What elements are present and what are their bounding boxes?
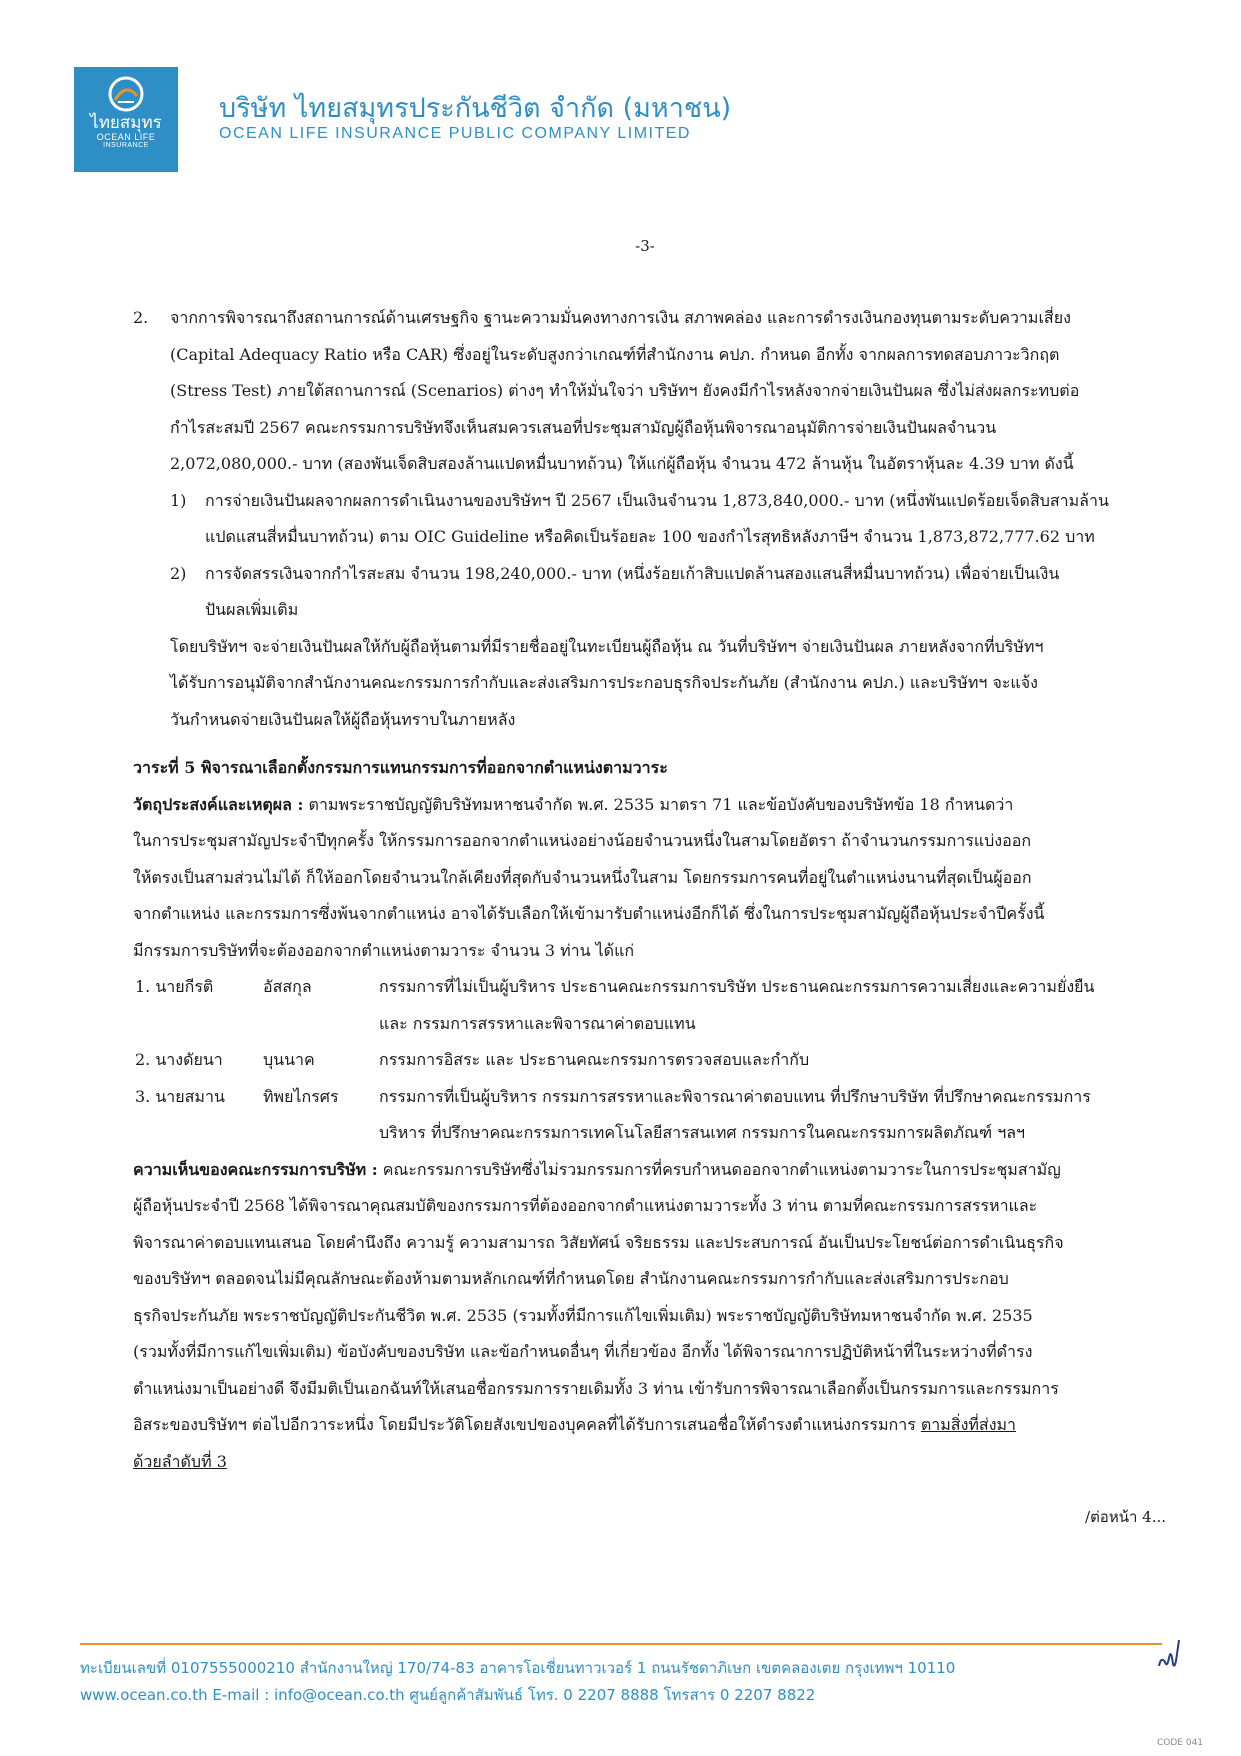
item2-line-5: 2,072,080,000.- บาท (สองพันเจ็ดสิบสองล้านแปดหมื่นบาทถ้วน) ให้แก่ผู้ถือหุ้น จำนวน 472 ล้านหุ้น ในอัตราหุ้นละ 4.39 บาท ดังนี้ xyxy=(170,454,1074,473)
document-code: CODE 041 xyxy=(1157,1738,1204,1748)
opinion-line-2: ผู้ถือหุ้นประจำปี 2568 ได้พิจารณาคุณสมบัติของกรรมการที่ต้องออกจากตำแหน่งตามวาระทั้ง 3 ท่าน ตามที่คณะกรรมการสรรหาและ xyxy=(133,1196,1038,1215)
director-role-continued: บริหาร ที่ปรึกษาคณะกรรมการเทคโนโลยีสารสนเทศ กรรมการในคณะกรรมการผลิตภัณฑ์ ฯลฯ xyxy=(379,1123,1025,1142)
director-surname: อัสสกุล xyxy=(263,977,312,996)
opinion-line-9 xyxy=(133,1444,1188,1481)
opinion-line-8 xyxy=(133,1407,1188,1444)
sub-item1-line-2: แปดแสนสี่หมื่นบาทถ้วน) ตาม OIC Guideline หรือคิดเป็นร้อยละ 100 ของกำไรสุทธิหลังภาษีฯ จำนวน 1,873,872,777.62 บาท xyxy=(205,527,1095,546)
director-surname: ทิพยไกรศร xyxy=(263,1086,339,1106)
objective-line-5: มีกรรมการบริษัทที่จะต้องออกจากตำแหน่งตามวาระ จำนวน 3 ท่าน ได้แก่ xyxy=(133,940,635,960)
director-name: 3. นายสมาน xyxy=(135,1086,225,1106)
opinion-line-8-text: อิสระของบริษัทฯ ต่อไปอีกวาระหนึ่ง โดยมีประวัติโดยสังเขปของบุคคลที่ได้รับการเสนอชื่อให้ดำรงตำแหน่งกรรมการ xyxy=(133,1415,921,1434)
opinion-text: คณะกรรมการบริษัทซึ่งไม่รวมกรรมการที่ครบกำหนดออกจากตำแหน่งตามวาระในการประชุมสามัญ xyxy=(377,1159,1061,1179)
director-row xyxy=(133,1079,1188,1116)
footer-address: ทะเบียนเลขที่ 0107555000210 สำนักงานใหญ่ 170/74-83 อาคารโอเชี่ยนทาวเวอร์ 1 ถนนรัชดาภิเษก เขตคลองเตย กรุงเทพฯ 10110 xyxy=(80,1659,956,1677)
company-name-thai: บริษัท ไทยสมุทรประกันชีวิต จำกัด (มหาชน) xyxy=(219,93,732,124)
opinion-line-3: พิจารณาค่าตอบแทนเสนอ โดยคำนึงถึง ความรู้ ความสามารถ วิสัยทัศน์ จริยธรรม และประสบการณ์ อันเป็นประโยชน์ต่อการดำเนินธุรกิจ xyxy=(133,1232,1064,1252)
signature-initial-icon xyxy=(1155,1634,1185,1674)
agenda5-heading xyxy=(133,750,1188,787)
attachment-number-reference: ด้วยลำดับที่ 3 xyxy=(133,1451,227,1471)
opinion-line-6: (รวมทั้งที่มีการแก้ไขเพิ่มเติม) ข้อบังคับของบริษัท และข้อกำหนดอื่นๆ ที่เกี่ยวข้อง อีกทั้ง ได้พิจารณาการปฏิบัติหน้าที่ในระหว่างที่ดำรง xyxy=(133,1342,1033,1361)
opinion-line-1 xyxy=(133,1152,1188,1189)
objective-line-2: ในการประชุมสามัญประจำปีทุกครั้ง ให้กรรมการออกจากตำแหน่งอย่างน้อยจำนวนหนึ่งในสามโดยอัตรา ถ้าจำนวนกรรมการแบ่งออก xyxy=(133,831,1032,850)
director-name: 1. นายกีรติ xyxy=(135,977,214,996)
item2-number: 2. xyxy=(133,308,149,327)
sub-item1-line-1 xyxy=(133,483,1188,520)
continued-on-next-page: /ต่อหน้า 4... xyxy=(1085,1508,1166,1526)
item2-line-1 xyxy=(133,300,1188,337)
document-body xyxy=(133,300,1188,1480)
attachment-reference-link: ตามสิ่งที่ส่งมา xyxy=(920,1415,1017,1434)
logo-en-name: OCEAN LIFE xyxy=(96,132,156,142)
sub-item2-number: 2) xyxy=(170,563,187,583)
director-role-continued: และ กรรมการสรรหาและพิจารณาค่าตอบแทน xyxy=(379,1013,696,1033)
item2-text: จากการพิจารณาถึงสถานการณ์ด้านเศรษฐกิจ ฐานะความมั่นคงทางการเงิน สภาพคล่อง และการดำรงเงินกองทุนตามระดับความเสี่ยง xyxy=(170,308,1071,327)
opinion-line-7: ตำแหน่งมาเป็นอย่างดี จึงมีมติเป็นเอกฉันท์ให้เสนอชื่อกรรมการรายเดิมทั้ง 3 ท่าน เข้ารับการพิจารณาเลือกตั้งเป็นกรรมการและกรรมการ xyxy=(133,1378,1059,1398)
opinion-label: ความเห็นของคณะกรรมการบริษัท : xyxy=(133,1159,378,1179)
director-row xyxy=(133,969,1188,1006)
objective-label: วัตถุประสงค์และเหตุผล : xyxy=(133,794,304,814)
sub-item1-number: 1) xyxy=(170,490,187,510)
director-role: กรรมการที่เป็นผู้บริหาร กรรมการสรรหาและพิจารณาค่าตอบแทน ที่ปรึกษาบริษัท ที่ปรึกษาคณะกรรมการ xyxy=(379,1086,1091,1106)
opinion-line-4: ของบริษัทฯ ตลอดจนไม่มีคุณลักษณะต้องห้ามตามหลักเกณฑ์ที่กำหนดโดย สำนักงานคณะกรรมการกำกับและส่งเสริมการประกอบ xyxy=(133,1269,1009,1288)
company-logo xyxy=(74,67,178,172)
logo-en-subname: INSURANCE xyxy=(103,142,149,149)
item2-closing-line-1: โดยบริษัทฯ จะจ่ายเงินปันผลให้กับผู้ถือหุ้นตามที่มีรายชื่ออยู่ในทะเบียนผู้ถือหุ้น ณ วันที่บริษัทฯ จ่ายเงินปันผล ภายหลังจากที่บริษัทฯ xyxy=(170,636,1044,656)
objective-text: ตามพระราชบัญญัติบริษัทมหาชนจำกัด พ.ศ. 2535 มาตรา 71 และข้อบังคับของบริษัทข้อ 18 กำหนดว่า xyxy=(303,794,1014,814)
director-surname: บุนนาค xyxy=(263,1050,315,1069)
director-role: กรรมการอิสระ และ ประธานคณะกรรมการตรวจสอบและกำกับ xyxy=(379,1050,810,1069)
director-row xyxy=(133,1042,1188,1079)
company-name-english: OCEAN LIFE INSURANCE PUBLIC COMPANY LIMITED xyxy=(219,125,691,142)
footer-divider xyxy=(80,1643,1162,1645)
page-number: -3- xyxy=(635,237,655,255)
item2-closing-line-3: วันกำหนดจ่ายเงินปันผลให้ผู้ถือหุ้นทราบในภายหลัง xyxy=(170,709,516,729)
agenda5-heading-text: วาระที่ 5 พิจารณาเลือกตั้งกรรมการแทนกรรมการที่ออกจากตำแหน่งตามวาระ xyxy=(133,758,668,777)
objective-line-1 xyxy=(133,787,1188,824)
sub-item2-text: การจัดสรรเงินจากกำไรสะสม จำนวน 198,240,000.- บาท (หนึ่งร้อยเก้าสิบแปดล้านสองแสนสี่หมื่นบาทถ้วน) เพื่อจ่ายเป็นเงิน xyxy=(205,563,1060,583)
objective-line-3: ให้ตรงเป็นสามส่วนไม่ได้ ก็ให้ออกโดยจำนวนใกล้เคียงที่สุดกับจำนวนหนึ่งในสาม โดยกรรมการคนที่อยู่ในตำแหน่งนานที่สุดเป็นผู้ออก xyxy=(133,867,1032,887)
sub-item2-line-1 xyxy=(133,556,1188,593)
item2-closing-line-2: ได้รับการอนุมัติจากสำนักงานคณะกรรมการกำกับและส่งเสริมการประกอบธุรกิจประกันภัย (สำนักงาน คปภ.) และบริษัทฯ จะแจ้ง xyxy=(170,673,1038,692)
item2-line-2: (Capital Adequacy Ratio หรือ CAR) ซึ่งอยู่ในระดับสูงกว่าเกณฑ์ที่สำนักงาน คปภ. กำหนด อีกทั้ง จากผลการทดสอบภาวะวิกฤต xyxy=(170,344,1060,364)
item2-line-3: (Stress Test) ภายใต้สถานการณ์ (Scenarios) ต่างๆ ทำให้มั่นใจว่า บริษัทฯ ยังคงมีกำไรหลังจากจ่ายเงินปันผล ซึ่งไม่ส่งผลกระทบต่อ xyxy=(170,381,1080,400)
director-name: 2. นางดัยนา xyxy=(135,1050,223,1069)
sub-item1-text: การจ่ายเงินปันผลจากผลการดำเนินงานของบริษัทฯ ปี 2567 เป็นเงินจำนวน 1,873,840,000.- บาท (หนึ่งพันแปดร้อยเจ็ดสิบสามล้าน xyxy=(205,490,1109,510)
footer-contact: www.ocean.co.th E-mail : info@ocean.co.th ศูนย์ลูกค้าสัมพันธ์ โทร. 0 2207 8888 โทรสาร 0 2207 8822 xyxy=(80,1686,816,1704)
logo-thai-name: ไทยสมุทร xyxy=(90,113,162,133)
objective-line-4: จากตำแหน่ง และกรรมการซึ่งพ้นจากตำแหน่ง อาจได้รับเลือกให้เข้ามารับตำแหน่งอีกก็ได้ ซึ่งในการประชุมสามัญผู้ถือหุ้นประจำปีครั้งนี้ xyxy=(133,904,1045,923)
logo-emblem-icon xyxy=(106,76,146,112)
sub-item2-line-2: ปันผลเพิ่มเติม xyxy=(205,600,299,619)
director-role: กรรมการที่ไม่เป็นผู้บริหาร ประธานคณะกรรมการบริษัท ประธานคณะกรรมการความเสี่ยงและความยั่งยืน xyxy=(379,977,1095,996)
opinion-line-5: ธุรกิจประกันภัย พระราชบัญญัติประกันชีวิต พ.ศ. 2535 (รวมทั้งที่มีการแก้ไขเพิ่มเติม) พระราชบัญญัติบริษัทมหาชนจำกัด พ.ศ. 2535 xyxy=(133,1305,1033,1325)
item2-line-4: กำไรสะสมปี 2567 คณะกรรมการบริษัทจึงเห็นสมควรเสนอที่ประชุมสามัญผู้ถือหุ้นพิจารณาอนุมัติการจ่ายเงินปันผลจำนวน xyxy=(170,417,997,437)
